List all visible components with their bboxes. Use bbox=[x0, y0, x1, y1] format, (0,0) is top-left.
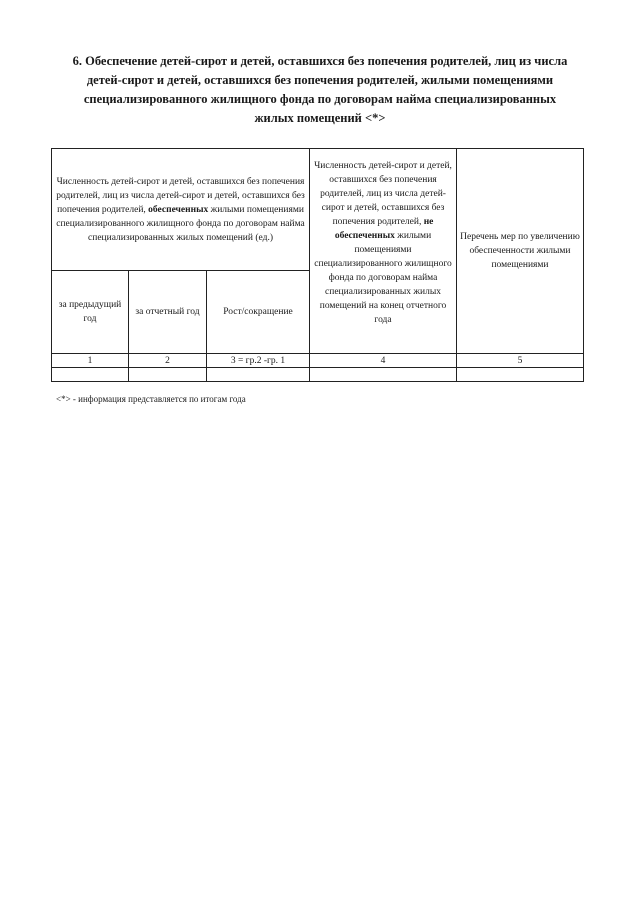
column-number: 4 bbox=[310, 354, 457, 368]
header-not-provided-bold: не обеспеченных bbox=[334, 217, 434, 241]
header-provided-text-2: жилыми помещениями специализированного жилищного фонда по договорам найма специализированных жилых помещений (ед.) bbox=[56, 204, 305, 243]
title-line-4: жилых помещений <*> bbox=[254, 111, 386, 125]
table-cell bbox=[207, 368, 310, 382]
header-measures-list: Перечень мер по увеличению обеспеченности жилыми помещениями bbox=[457, 149, 584, 354]
column-number: 1 bbox=[52, 354, 129, 368]
title-line-3: специализированного жилищного фонда по договорам найма специализированных bbox=[83, 92, 557, 106]
header-growth-reduction: Рост/сокращение bbox=[207, 271, 310, 354]
header-reporting-year: за отчетный год bbox=[129, 271, 207, 354]
header-provided-count bbox=[52, 149, 310, 271]
column-number: 5 bbox=[457, 354, 584, 368]
footnote: <*> - информация представляется по итогам года bbox=[56, 394, 246, 404]
header-provided-text-1: Численность детей-сирот и детей, оставшихся без попечения родителей, лиц из числа детей-сирот и детей, оставшихся без попечения родителей, bbox=[56, 176, 305, 215]
header-previous-year: за предыдущий год bbox=[52, 271, 129, 354]
data-row-empty bbox=[52, 368, 584, 382]
header-not-provided-text-2: жилыми помещениями специализированного жилищного фонда по договорам найма специализированных жилых помещений на конец отчетного года bbox=[314, 231, 452, 325]
column-number: 2 bbox=[129, 354, 207, 368]
column-number: 3 = гр.2 -гр. 1 bbox=[207, 354, 310, 368]
table-cell bbox=[310, 368, 457, 382]
table-cell bbox=[52, 368, 129, 382]
housing-provision-table bbox=[51, 148, 584, 382]
table-cell bbox=[457, 368, 584, 382]
column-number-row bbox=[52, 354, 584, 368]
table-cell bbox=[129, 368, 207, 382]
section-title bbox=[40, 52, 600, 128]
header-provided-bold: обеспеченных bbox=[148, 204, 209, 215]
header-not-provided-count bbox=[310, 149, 457, 354]
title-line-2: детей-сирот и детей, оставшихся без попечения родителей, жилыми помещениями bbox=[86, 73, 554, 87]
header-row-top bbox=[52, 149, 584, 271]
title-line-1: 6. Обеспечение детей-сирот и детей, оставшихся без попечения родителей, лиц из числа bbox=[72, 54, 568, 68]
header-not-provided-text-1: Численность детей-сирот и детей, оставшихся без попечения родителей, лиц из числа детей-сирот и детей, оставшихся без попечения родителей, bbox=[314, 161, 452, 227]
